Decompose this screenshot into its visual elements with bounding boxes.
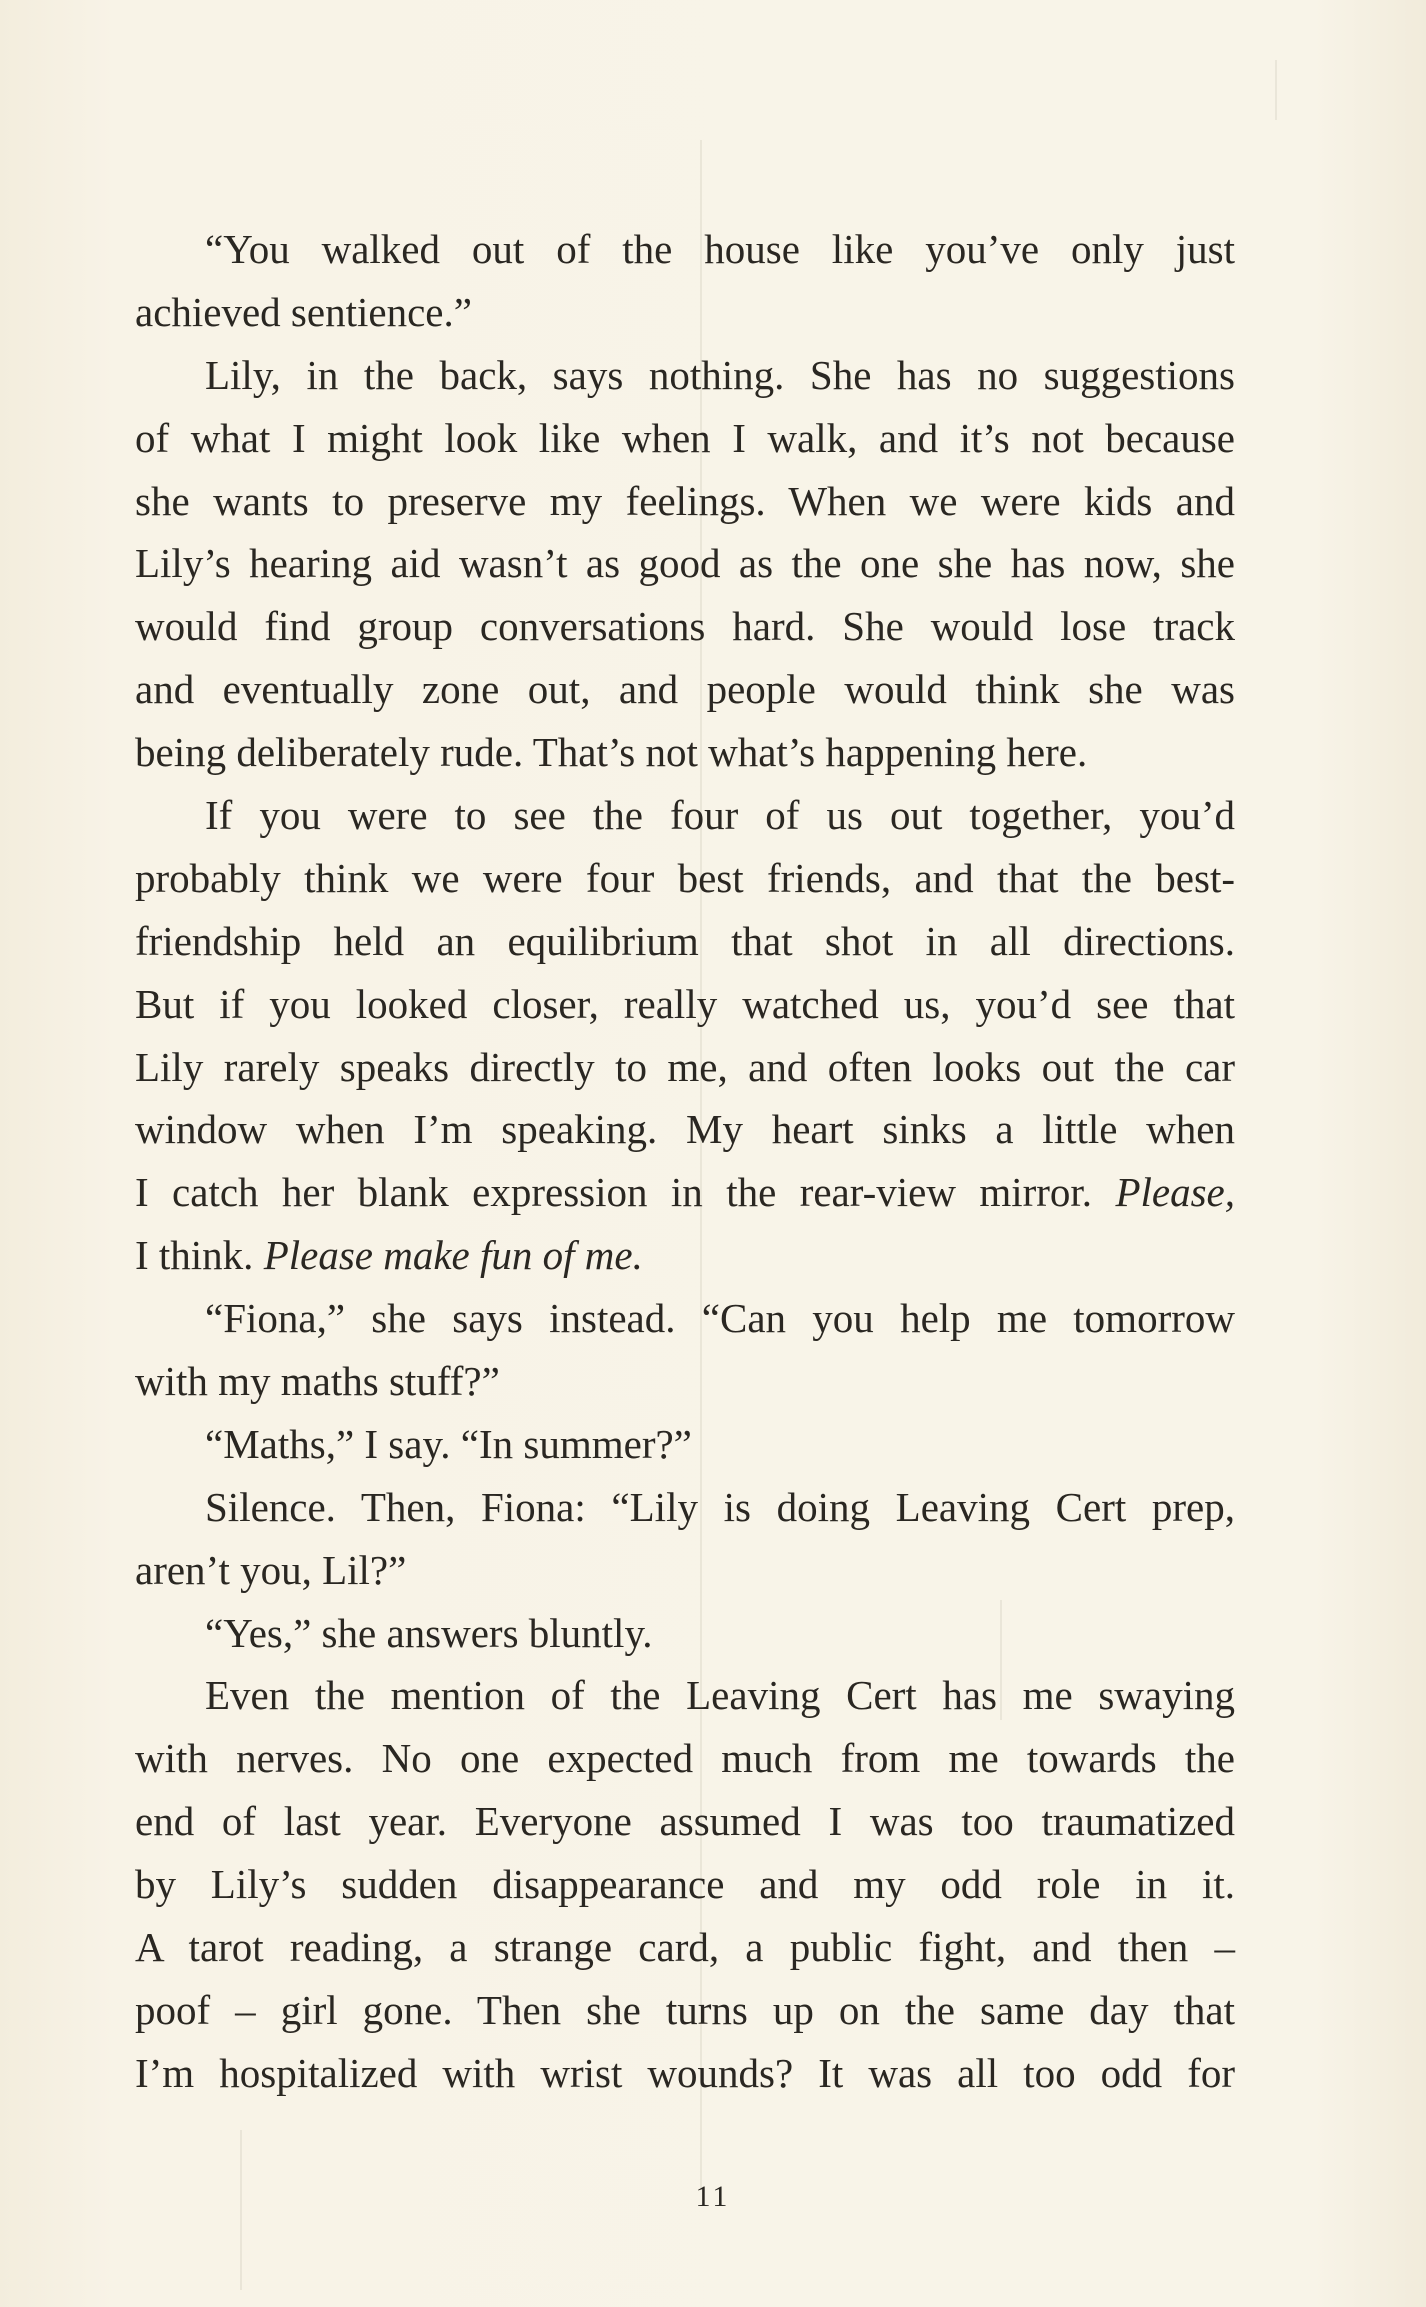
paragraph [135,1476,1235,1602]
text-run: I think. [135,1232,264,1279]
italic-text-run: Please, [1115,1169,1235,1216]
text-line: with nerves. No one expected much from me towards the [135,1735,1235,1782]
text-line: “You walked out of the house like you’ve only just [205,226,1235,272]
text-line: being deliberately rude. That’s not what’s happening here. [135,729,1088,776]
text-line: end of last year. Everyone assumed I was too traumatized [135,1798,1235,1845]
paragraph [135,1602,1235,1665]
text-line: and eventually zone out, and people would think she was [135,666,1235,713]
paragraph [135,1413,1235,1476]
text-line: aren’t you, Lil?” [135,1546,407,1593]
text-line: Silence. Then, Fiona: “Lily is doing Leaving Cert prep, [205,1483,1235,1530]
text-line: Even the mention of the Leaving Cert has me swaying [205,1672,1235,1719]
text-line: “Yes,” she answers bluntly. [205,1609,653,1656]
text-line: achieved sentience.” [135,288,472,335]
text-line: friendship held an equilibrium that shot in all directions. [135,917,1235,964]
paragraph [135,1287,1235,1413]
paragraph [135,1664,1235,2104]
italic-text-run: Please make fun of me. [263,1232,643,1279]
text-line [135,1161,1235,1224]
text-line: “Maths,” I say. “In summer?” [205,1420,692,1467]
text-line: Lily’s hearing aid wasn’t as good as the one she has now, she [135,540,1235,587]
text-line: with my maths stuff?” [135,1358,500,1405]
text-line: of what I might look like when I walk, and it’s not because [135,414,1235,461]
text-line: “Fiona,” she says instead. “Can you help me tomorrow [205,1295,1235,1342]
text-line: Lily rarely speaks directly to me, and often looks out the car [135,1043,1235,1090]
text-line [135,1224,1235,1287]
text-line: But if you looked closer, really watched us, you’d see that [135,980,1235,1027]
paragraph [135,344,1235,784]
text-line: If you were to see the four of us out together, you’d [205,792,1235,839]
paragraph [135,218,1235,344]
show-through-mark [1275,60,1277,120]
text-line: probably think we were four best friends, and that the best- [135,854,1235,901]
text-line: I’m hospitalized with wrist wounds? It was all too odd for [135,2049,1235,2096]
text-line: would find group conversations hard. She would lose track [135,603,1235,650]
body-text [135,218,1235,2105]
paragraph [135,784,1235,1287]
text-line: poof – girl gone. Then she turns up on the same day that [135,1986,1235,2033]
text-line: A tarot reading, a strange card, a public fight, and then – [135,1924,1235,1971]
text-run: I catch her blank expression in the rear-view mirror. [135,1169,1116,1216]
page-number: 11 [695,2180,731,2213]
text-line: she wants to preserve my feelings. When we were kids and [135,477,1235,524]
text-line: window when I’m speaking. My heart sinks a little when [135,1106,1235,1153]
text-line: by Lily’s sudden disappearance and my odd role in it. [135,1861,1235,1908]
text-line: Lily, in the back, says nothing. She has no suggestions [205,351,1235,398]
